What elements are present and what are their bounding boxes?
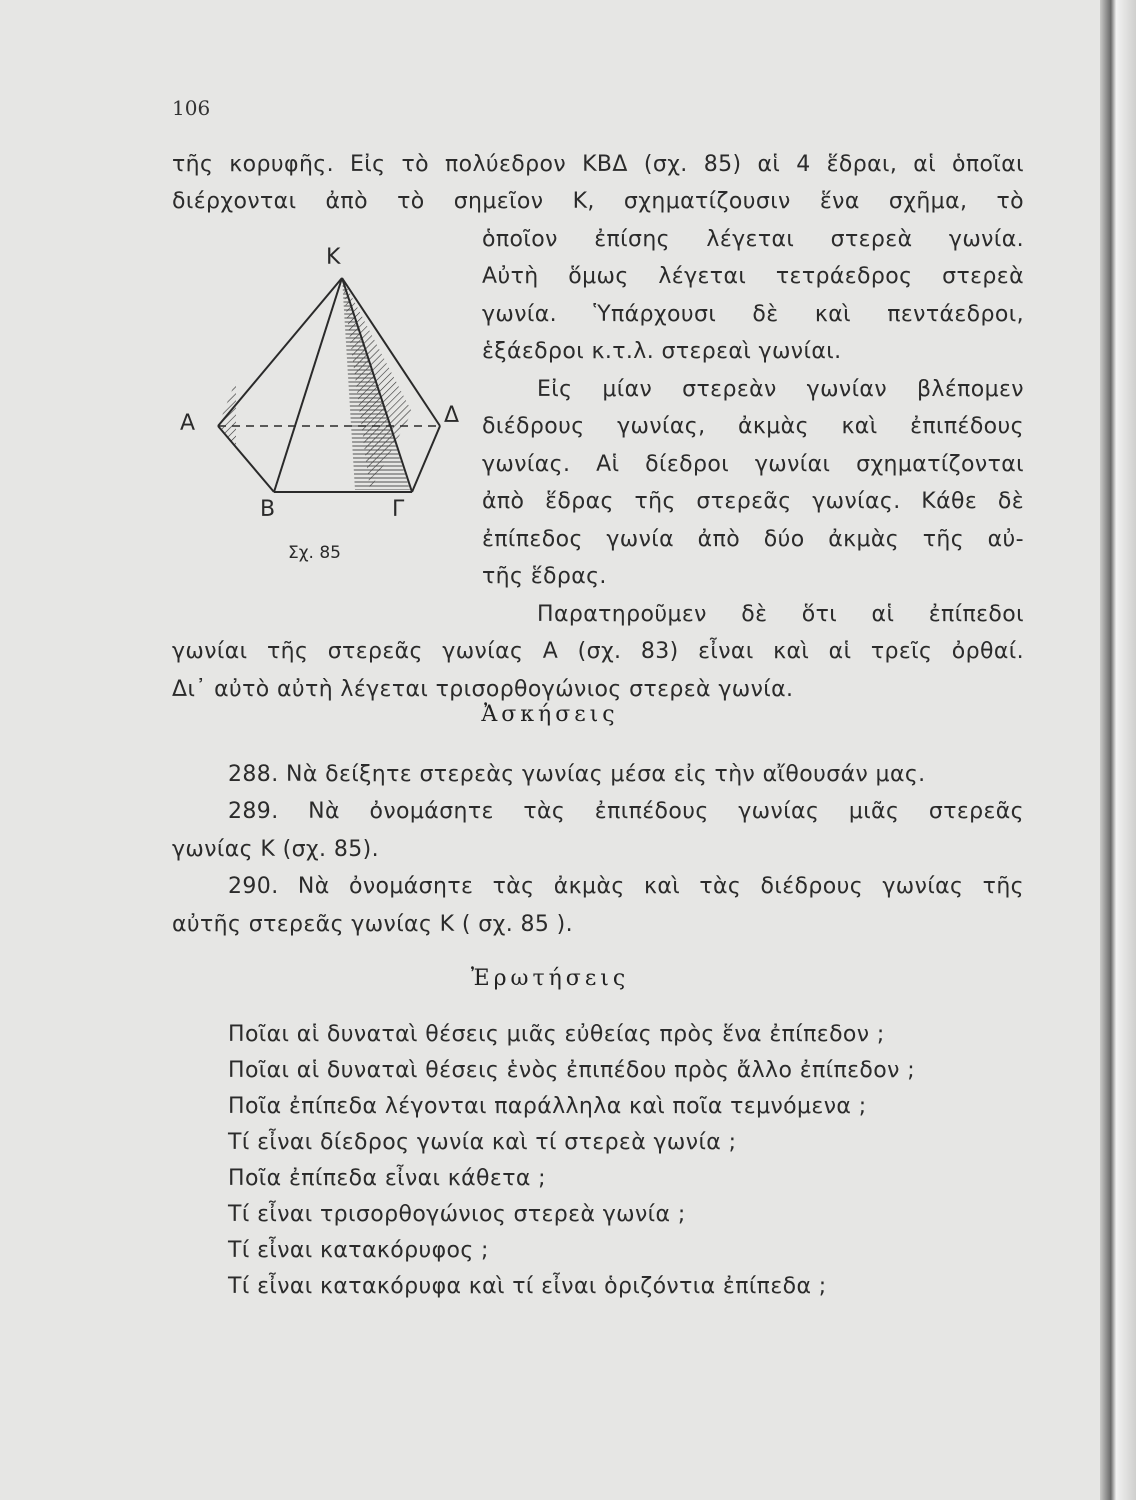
question-item: Τί εἶναι κατακόρυφος ; bbox=[228, 1238, 489, 1263]
vertex-label-D: Δ bbox=[444, 403, 460, 428]
exercises-heading: Ἀσκήσεις bbox=[481, 702, 619, 727]
text-line: ἑξάεδροι κ.τ.λ. στερεαὶ γωνίαι. bbox=[482, 339, 842, 364]
text-line: ἐπίπεδος γωνία ἀπὸ δύο ἀκμὰς τῆς αὐ- bbox=[482, 527, 1024, 552]
edge-KB bbox=[274, 278, 342, 492]
exercise-item: 288. Νὰ δείξητε στερεὰς γωνίας μέσα εἰς τὴν αἴθουσάν μας. bbox=[228, 762, 926, 787]
edge-AB bbox=[218, 426, 274, 492]
page-number: 106 bbox=[172, 96, 211, 120]
text-line: Εἰς μίαν στερεὰν γωνίαν βλέπομεν bbox=[537, 377, 1024, 402]
question-item: Τί εἶναι δίεδρος γωνία καὶ τί στερεὰ γωνία ; bbox=[228, 1130, 737, 1155]
text-line: Παρατηροῦμεν δὲ ὅτι αἱ ἐπίπεδοι bbox=[537, 602, 1024, 627]
text-line: ὁποῖον ἐπίσης λέγεται στερεὰ γωνία. bbox=[482, 227, 1024, 252]
vertex-label-G: Γ bbox=[392, 497, 405, 522]
edge-GD bbox=[412, 426, 440, 492]
question-item: Ποῖα ἐπίπεδα εἶναι κάθετα ; bbox=[228, 1166, 546, 1191]
vertex-label-K: Κ bbox=[326, 245, 341, 270]
solid-angle-figure bbox=[170, 240, 470, 580]
text-line: διέδρους γωνίας, ἀκμὰς καὶ ἐπιπέδους bbox=[482, 414, 1024, 439]
question-item: Ποῖαι αἱ δυναταὶ θέσεις ἑνὸς ἐπιπέδου πρὸς ἄλλο ἐπίπεδον ; bbox=[228, 1058, 916, 1083]
question-item: Ποῖαι αἱ δυναταὶ θέσεις μιᾶς εὐθείας πρὸς ἕνα ἐπίπεδον ; bbox=[228, 1022, 885, 1047]
vertex-label-A: Α bbox=[180, 411, 196, 436]
text-line: γωνίας. Αἱ δίεδροι γωνίαι σχηματίζονται bbox=[482, 452, 1024, 477]
exercise-item: αὐτῆς στερεᾶς γωνίας Κ ( σχ. 85 ). bbox=[172, 912, 574, 937]
text-line: Δι᾽ αὐτὸ αὐτὴ λέγεται τρισορθογώνιος στερεὰ γωνία. bbox=[172, 677, 794, 702]
text-line: διέρχονται ἀπὸ τὸ σημεῖον Κ, σχηματίζουσιν ἕνα σχῆμα, τὸ bbox=[172, 189, 1024, 214]
text-line: Αὐτὴ ὅμως λέγεται τετράεδρος στερεὰ bbox=[482, 264, 1024, 289]
question-item: Τί εἶναι τρισορθογώνιος στερεὰ γωνία ; bbox=[228, 1202, 686, 1227]
vertex-label-B: Β bbox=[260, 497, 276, 522]
text-line: γωνίαι τῆς στερεᾶς γωνίας Α (σχ. 83) εἶναι καὶ αἱ τρεῖς ὀρθαί. bbox=[172, 639, 1024, 664]
book-edge bbox=[1100, 0, 1136, 1500]
figure-caption: Σχ. 85 bbox=[288, 543, 342, 563]
exercise-item: 289. Νὰ ὀνομάσητε τὰς ἐπιπέδους γωνίας μιᾶς στερεᾶς bbox=[228, 799, 1024, 824]
text-line: τῆς κορυφῆς. Εἰς τὸ πολύεδρον ΚΒΔ (σχ. 85) αἱ 4 ἕδραι, αἱ ὁποῖαι bbox=[172, 152, 1024, 177]
text-line: τῆς ἕδρας. bbox=[482, 564, 607, 589]
text-line: γωνία. Ὑπάρχουσι δὲ καὶ πεντάεδροι, bbox=[482, 302, 1024, 327]
questions-heading: Ἐρωτήσεις bbox=[470, 966, 630, 991]
question-item: Ποῖα ἐπίπεδα λέγονται παράλληλα καὶ ποῖα τεμνόμενα ; bbox=[228, 1094, 867, 1119]
exercise-item: 290. Νὰ ὀνομάσητε τὰς ἀκμὰς καὶ τὰς διέδρους γωνίας τῆς bbox=[228, 874, 1024, 899]
question-item: Τί εἶναι κατακόρυφα καὶ τί εἶναι ὁριζόντια ἐπίπεδα ; bbox=[228, 1274, 827, 1299]
edge-KA bbox=[218, 278, 342, 426]
text-line: ἀπὸ ἕδρας τῆς στερεᾶς γωνίας. Κάθε δὲ bbox=[482, 489, 1024, 514]
exercise-item: γωνίας Κ (σχ. 85). bbox=[172, 837, 379, 862]
